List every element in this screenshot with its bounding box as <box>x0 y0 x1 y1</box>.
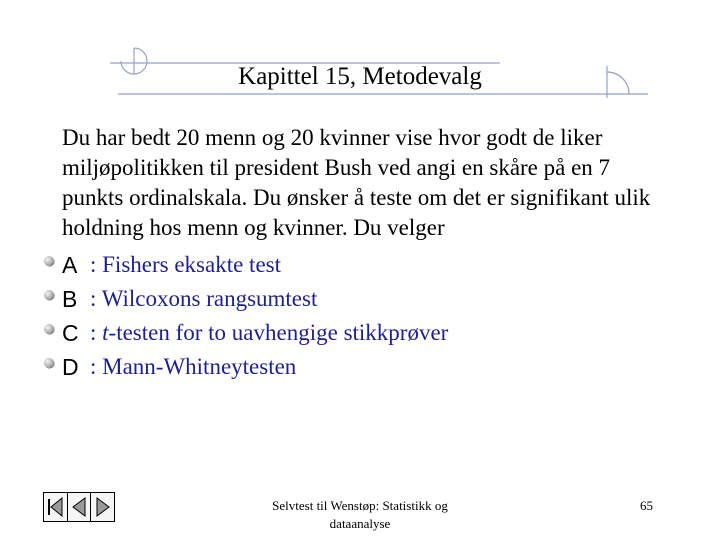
option-text-prefix: : <box>90 320 103 345</box>
option-letter: D <box>62 354 79 380</box>
bullet-icon <box>44 324 54 334</box>
slide-title: Kapittel 15, Metodevalg <box>238 63 482 90</box>
next-icon <box>93 496 113 518</box>
option-text-italic: t <box>102 320 109 345</box>
option-letter: A <box>62 252 78 278</box>
bullet-icon <box>44 290 54 300</box>
bullet-icon <box>44 256 54 266</box>
first-slide-button[interactable] <box>44 493 68 521</box>
option-text <box>90 318 448 348</box>
slide-navigation <box>43 492 115 522</box>
option-text-suffix: -testen for to uavhengige stikkprøver <box>108 320 449 345</box>
page-number: 65 <box>640 498 653 513</box>
option-text: : Mann-Whitneytesten <box>90 354 297 379</box>
option-letter: B <box>62 286 78 312</box>
option-text: : Fishers eksakte test <box>90 252 281 277</box>
next-slide-button[interactable] <box>91 493 114 521</box>
skip-back-icon <box>45 496 65 518</box>
question-text: Du har bedt 20 menn og 20 kvinner vise hvor godt de liker miljøpolitikken til president Bush ved angi en skåre på en 7 punkts ordinalskala. Du ønsker å teste om det er signifikant ulik holdning hos menn og kvinner. Du velger <box>62 125 651 240</box>
footer-source: Selvtest til Wenstøp: Statistikk og dataanalyse <box>272 498 448 531</box>
bullet-icon <box>44 358 54 368</box>
option-text: : Wilcoxons rangsumtest <box>90 286 318 311</box>
option-letter: C <box>62 320 79 346</box>
previous-icon <box>69 496 89 518</box>
previous-slide-button[interactable] <box>68 493 92 521</box>
